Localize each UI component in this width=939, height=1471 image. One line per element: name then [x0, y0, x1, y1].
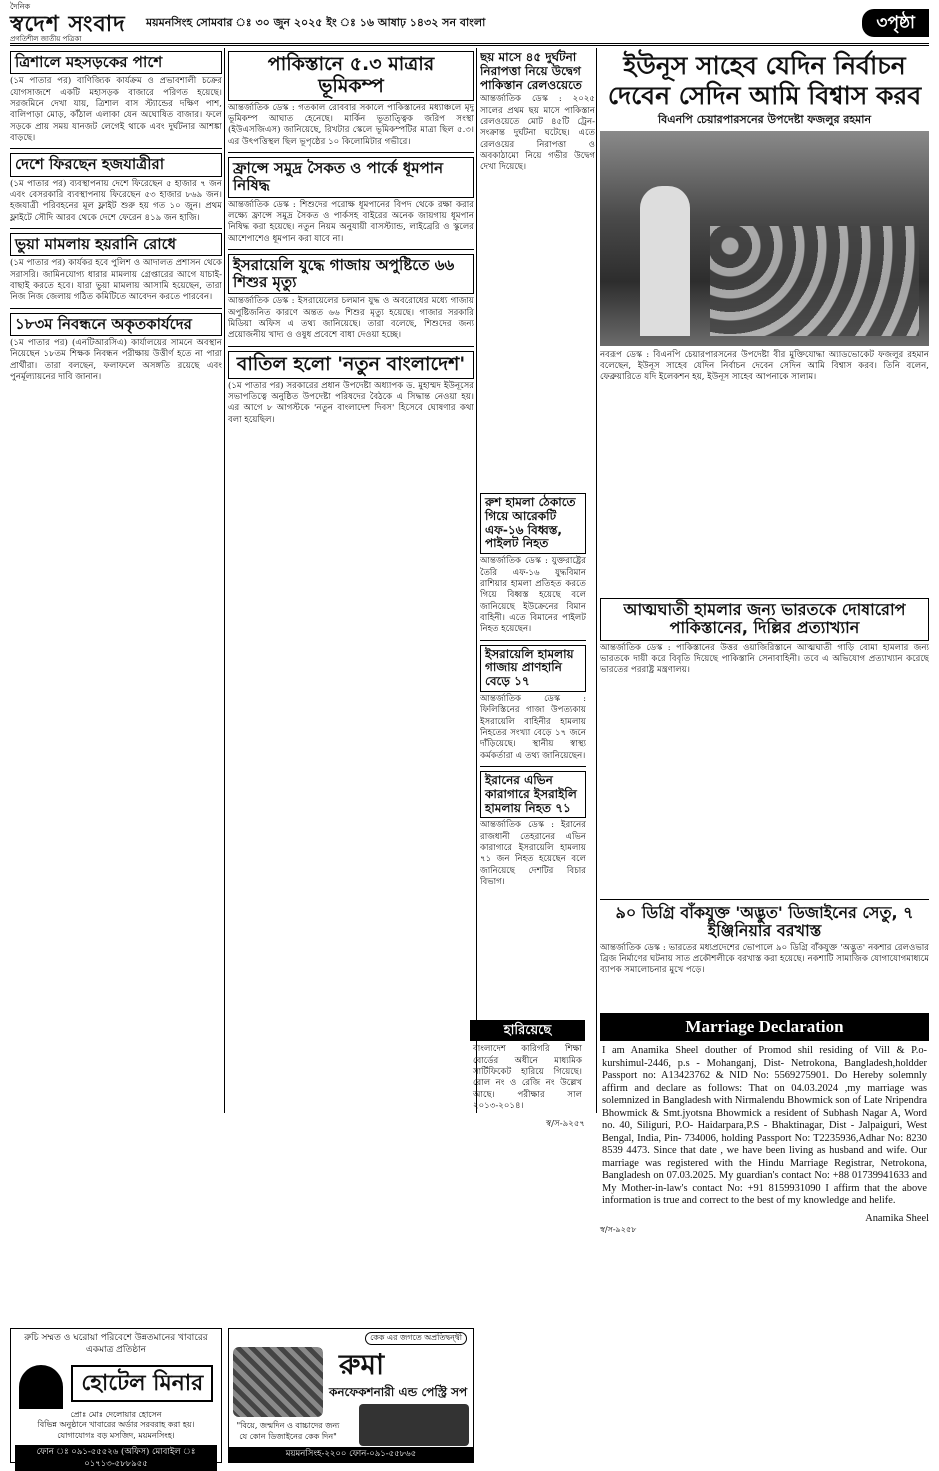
ad-hotel-name: হোটেল মিনার — [71, 1365, 213, 1402]
ad-hotel-address: যোগাযোগঃ বড় মসজিদ, ময়মনসিংহ। — [57, 1430, 175, 1440]
headline: ফ্রান্সে সমুদ্র সৈকত ও পার্কে ধূমপান নিষিদ্ধ — [228, 157, 474, 198]
divider — [10, 148, 222, 149]
ad-hotel-tagline: রুচি সম্মত ও ঘরোয়া পরিবেশে উন্নতমানের খাবারের একমাত্র প্রতিষ্ঠান — [24, 1333, 208, 1355]
headline: ইসরায়েলি হামলায় গাজায় প্রাণহানি বেড়ে ১৭ — [480, 645, 586, 692]
dateline: ময়মনসিংহ সোমবার ঃ ৩০ জুন ২০২৫ ইং ঃ ১৬ আষাঢ় ১৪৩২ সন বাংলা — [146, 15, 486, 29]
article-body: (১ম পাতার পর) কার্যকর হবে পুলিশ ও আদালত প্রশাসন থেকে সরাসরি। জামিনযোগ্য ধারার মামলায় গ্রেপ্তারের আগে যাচাই-বাছাই করতে হবে। যারা ভুয়া মামলায় আসামি হয়েছেন, তারা নিজ নিজ জেলায় গঠিত কমিটিতে আবেদন করতে পারবেন। — [10, 258, 222, 303]
divider — [480, 766, 586, 767]
article-body: আন্তর্জাতিক ডেস্ক : ফিলিস্তিনের গাজা উপত্যকায় ইসরায়েলি বাহিনীর হামলায় নিহতের সংখ্যা বেড়ে ১৭ জনে দাঁড়িয়েছে। স্থানীয় স্বাস্থ্য কর্মকর্তারা এ তথ্য জানিয়েছেন। — [480, 693, 586, 761]
headline: দেশে ফিরছেন হজযাত্রীরা — [10, 153, 222, 176]
marriage-declaration-heading: Marriage Declaration — [600, 1013, 929, 1041]
ad-ruma-contact: ময়মনসিংহ-২২০০ ফোন-০৯১-৫৫৮৬৫ — [229, 1447, 473, 1462]
headline: পাকিস্তানে ৫.৩ মাত্রার ভূমিকম্প — [228, 51, 474, 101]
ads-strip — [10, 1118, 929, 1469]
logo-tagline: প্রগতিশীল জাতীয় পত্রিকা — [10, 34, 82, 43]
lost-notice-body: বাংলাদেশ কারিগরি শিক্ষা বোর্ডের অধীনে মাধ্যমিক সার্টিফিকেট হারিয়ে গিয়েছে। রোল নং ও রেজি নং উল্লেখ আছে। পরীক্ষার সাল ২০১৩-২০১৪। — [473, 1044, 582, 1111]
cake-image — [233, 1347, 323, 1417]
divider — [10, 228, 222, 229]
column-4-stories — [600, 595, 929, 895]
article-body: আন্তর্জাতিক ডেস্ক : যুক্তরাষ্ট্রের তৈরি এফ-১৬ যুদ্ধবিমান রাশিয়ার হামলা প্রতিহত করতে গিয়ে বিধ্বস্ত হয়েছে বলে জানিয়েছে ইউক্রেনের বিমান বাহিনী। এতে বিমানের পাইলট নিহত হয়েছেন। — [480, 556, 586, 635]
article-body: আন্তর্জাতিক ডেস্ক : ২০২৫ সালের প্রথম ছয় মাসে পাকিস্তান রেলওয়েতে মোট ৪৫টি ট্রেন-সংক্রান্ত দুর্ঘটনা ঘটেছে। এতে রেলওয়ের নিরাপত্তা ও অবকাঠামো নিয়ে গভীর উদ্বেগ দেখা দিয়েছে। — [480, 94, 595, 173]
article-body: আন্তর্জাতিক ডেস্ক : পাকিস্তানের উত্তর ওয়াজিরিস্তানে আত্মঘাতী গাড়ি বোমা হামলার জন্য ভারতকে দায়ী করে বিবৃতি দিয়েছে পাকিস্তানি সেনাবাহিনী। তবে এ অভিযোগ প্রত্যাখ্যান করেছে ভারতের পররাষ্ট্র মন্ত্রণালয়। — [600, 642, 929, 676]
article-body: আন্তর্জাতিক ডেস্ক : ইসরায়েলের চলমান যুদ্ধ ও অবরোধের মধ্যে গাজায় অপুষ্টিজনিত কারণে অন্তত ৬৬ শিশুর মৃত্যু হয়েছে। গাজার সরকারি মিডিয়া অফিস এ তথ্য জানিয়েছে। তারা বলেছে, শিশুদের জন্য প্রয়োজনীয় খাদ্য ও ওষুধ প্রবেশে বাধা দেওয়া হচ্ছে। — [228, 296, 474, 341]
article-body: (১ম পাতার পর) বাণিজ্যিক কার্যক্রম ও প্রভাবশালী চক্রের যোগসাজশে একটি মহাসড়ক বাজারে পরিণত হয়েছে। সরজমিনে দেখা যায়, ত্রিশাল বাস স্ট্যান্ডের দক্ষিণ পাশ, বালিপাড়া মোড়, কাঁঠাল এলাকা যেন অঘোষিত বাজার। ফলে সড়কে প্রায় সময় যানজট লেগেই থাকে এবং দুর্ঘটনার আশঙ্কা বাড়ছে। — [10, 76, 222, 143]
marriage-declaration-signature: Anamika Sheel — [865, 1212, 929, 1224]
article-body: (১ম পাতার পর) (এনটিআরসিএ) কার্যালয়ের সামনে অবস্থান নিয়েছেন ১৮তম শিক্ষক নিবন্ধন পরীক্ষায় উত্তীর্ণ হতে না পারা প্রার্থীরা। তারা বলছেন, ফলাফলে অসঙ্গতি রয়েছে এবং পুনর্মূল্যায়নের দাবি জানান। — [10, 337, 222, 382]
mosque-dome-icon — [19, 1365, 63, 1409]
column-2 — [228, 48, 474, 1113]
headline: ইসরায়েলি যুদ্ধে গাজায় অপুষ্টিতে ৬৬ শিশুর মৃত্যু — [228, 254, 474, 295]
cake-image — [359, 1404, 469, 1446]
column-4-story-3 — [600, 895, 929, 1013]
lead-subhead: বিএনপি চেয়ারপারসনের উপদেষ্টা ফজলুর রহমান — [657, 113, 872, 126]
divider — [480, 640, 586, 641]
logo-name: স্বদেশ সংবাদ — [10, 10, 126, 37]
headline: বাতিল হলো 'নতুন বাংলাদেশ' — [228, 351, 474, 379]
column-3-stories — [480, 490, 586, 1010]
column-1 — [10, 48, 222, 1113]
crowd-figure — [710, 226, 919, 336]
headline: ছয় মাসে ৪৫ দুর্ঘটনা নিরাপত্তা নিয়ে উদ্বেগ পাকিস্তান রেলওয়েতে — [480, 50, 582, 92]
lead-photo — [600, 131, 929, 346]
speaker-figure — [640, 186, 690, 336]
divider — [600, 899, 929, 900]
lost-notice — [470, 1020, 585, 1131]
headline: রুশ হামলা ঠেকাতে গিয়ে আরেকটি এফ-১৬ বিধ্বস্ত, পাইলট নিহত — [480, 493, 586, 554]
ad-ruma-name: রুমা — [339, 1348, 385, 1381]
logo-pre: দৈনিক — [10, 2, 31, 12]
ad-ruma-quote: "বিয়ে, জন্মদিন ও বাচ্চাদের জন্য যে কোন ডিজাইনের কেক দিন" — [236, 1421, 340, 1441]
ad-ruma-tagline: কেক এর জগতে অপ্রতিদ্বন্দ্বী — [365, 1332, 467, 1345]
article-body: আন্তর্জাতিক ডেস্ক : শিশুদের পরোক্ষ ধূমপানের বিপদ থেকে রক্ষা করার লক্ষ্যে ফ্রান্সে সমুদ্র সৈকত ও পার্কসহ বাইরের অনেক জায়গায় ধূমপান নিষিদ্ধ করা হয়েছে। নতুন নিয়ম অনুযায়ী বাসস্ট্যান্ড, লাইব্রেরি ও স্কুলের আশেপাশেও ধূমপান করা যাবে না। — [228, 199, 474, 244]
ad-hotel-owner: প্রোঃ মোঃ দেলোয়ার হোসেন — [70, 1409, 162, 1419]
marriage-declaration-ref: স্ব/স-৯২৫৮ — [600, 1225, 637, 1235]
headline: ইরানের এভিন কারাগারে ইসরাইলি হামলায় নিহত ৭১ — [480, 771, 586, 818]
masthead — [10, 2, 929, 46]
ad-hotel-catering: বিভিন্ন অনুষ্ঠানে খাবারের অর্ডার সরবরাহ করা হয়। — [37, 1420, 195, 1430]
divider — [228, 346, 474, 347]
article-body: আন্তর্জাতিক ডেস্ক : ভারতের মধ্যপ্রদেশের ভোপালে ৯০ ডিগ্রি বাঁকযুক্ত 'অদ্ভুত' নকশার রেলওভার ব্রিজ নির্মাণের ঘটনায় সাত প্রকৌশলীকে বরখাস্ত করা হয়েছে। নকশাটি সামাজিক যোগাযোগমাধ্যমে ব্যাপক সমালোচনার মুখে পড়ে। — [600, 942, 929, 976]
ad-hotel-phone: ফোন ঃ ০৯১-৫৫৫২৬ (অফিস) মোবাইল ঃ ০১৭১৩-৫৮৮৯৫৫ — [15, 1445, 217, 1471]
headline: ৯০ ডিগ্রি বাঁকযুক্ত 'অদ্ভুত' ডিজাইনের সেতু, ৭ ইঞ্জিনিয়ার বরখাস্ত — [615, 903, 914, 941]
page-number: ৩পৃষ্ঠা — [862, 9, 929, 37]
article-body: (১ম পাতার পর) ব্যবস্থাপনায় দেশে ফিরেছেন ৫ হাজার ৭ জন এবং বেসরকারি ব্যবস্থাপনায় ফিরেছেন ৫৩ হাজার ৮৬৯ জন। হজযাত্রী পরিবহনের মূল ফ্লাইট শুরু হয় গত ১০ জুন। প্রথম ফ্লাইটে সৌদি আরব থেকে দেশে ফেরেন ৪১৯ জন হাজি। — [10, 178, 222, 223]
lost-notice-heading: হারিয়েছে — [470, 1020, 585, 1041]
marriage-declaration-body: I am Anamika Sheel douther of Promod shil residing of Vill & P.o- kurshimul-2446, p.s - Mohanganj, Dist- Netrokona, Bangladesh,holdder Passport no: A13423762 & NID No: 5569275901. Do Hereby solemnly affirm and declare as follows: That on 04.03.2024 ,my marriage was solemnized in Bangladesh with Nirmalendu Bhowmick son of Late Nripendra Bhowmick & Smt.jyotsna Bhowmick a resident of Subhash Nagar A, Word no. 40, Siliguri, P.O- Haidarpara,P.S - Bhaktinagar, Dist - Jalpaiguri, West Bengal, India, Pin- 734006, holding Passport No: T2235936,Adhar No: 8230 8539 4473. Since that date , we have been living as husband and wife. Our marriage was registered with the Hindu Marriage Registrar, Netrokona, Bangladesh on 07.03.2025. My guardian's contact No: +88 01739941633 and My Mother-in-law's contact No: +91 8159931090 I affirm that the above information is true and correct to the best of my knowledge and helife. — [602, 1045, 927, 1207]
ad-hotel-minar — [10, 1328, 222, 1469]
headline: ১৮৩ম নিবন্ধনে অকৃতকার্যদের — [10, 313, 222, 336]
ad-ruma-shop: কনফেকশনারী এন্ড পেস্ট্রি সপ — [329, 1385, 468, 1399]
divider — [228, 249, 474, 250]
lost-notice-ref: স্ব/স-৯২৫৭ — [545, 1119, 585, 1130]
headline: ভুয়া মামলায় হয়রানি রোধে — [10, 233, 222, 256]
article-body: আন্তর্জাতিক ডেস্ক : গতকাল রোববার সকালে পাকিস্তানের মধ্যাঞ্চলে মৃদু ভূমিকম্প আঘাত হেনেছে। মার্কিন ভূতাত্ত্বিক জরিপ সংস্থা (ইউএসজিএস) জানিয়েছে, রিখটার স্কেলে ভূমিকম্পটির মাত্রা ছিল ৫.৩। এর উৎপত্তিস্থল ছিল ভূপৃষ্ঠের ১০ কিলোমিটার গভীরে। — [228, 102, 474, 147]
ad-ruma — [228, 1328, 474, 1463]
article-body: আন্তর্জাতিক ডেস্ক : ইরানের রাজধানী তেহরানের এভিন কারাগারে ইসরায়েলি হামলায় ৭১ জন নিহত হয়েছেন বলে জানিয়েছে দেশটির বিচার বিভাগ। — [480, 820, 586, 888]
divider — [228, 152, 474, 153]
divider — [10, 308, 222, 309]
lead-headline: ইউনূস সাহেব যেদিন নির্বাচন দেবেন সেদিন আমি বিশ্বাস করব — [607, 51, 922, 110]
headline: ত্রিশালে মহসড়কের পাশে — [10, 51, 222, 74]
article-body: (১ম পাতার পর) সরকারের প্রধান উপদেষ্টা অধ্যাপক ড. মুহাম্মদ ইউনূসের সভাপতিত্বে অনুষ্ঠিত উপদেষ্টা পরিষদের বৈঠকে এ সিদ্ধান্ত নেওয়া হয়। এর আগে ৮ আগস্টকে 'নতুন বাংলাদেশ দিবস' হিসেবে ঘোষণার কথা বলা হয়েছিল। — [228, 380, 474, 425]
article-body: নবরূপ ডেস্ক : বিএনপি চেয়ারপারসনের উপদেষ্টা বীর মুক্তিযোদ্ধা অ্যাডভোকেট ফজলুর রহমান বলেছেন, ইউনূস সাহেব যেদিন নির্বাচন দেবেন সেদিন আমি বিশ্বাস করব। তিনি বলেন, ফেব্রুয়ারিতে যদি ইলেকশন হয়, ইউনূস সাহেব আপনাকে সালাম। — [600, 349, 929, 383]
headline: আত্মঘাতী হামলার জন্য ভারতকে দোষারোপ পাকিস্তানের, দিল্লির প্রত্যাখ্যান — [600, 598, 929, 641]
logo — [10, 2, 130, 44]
